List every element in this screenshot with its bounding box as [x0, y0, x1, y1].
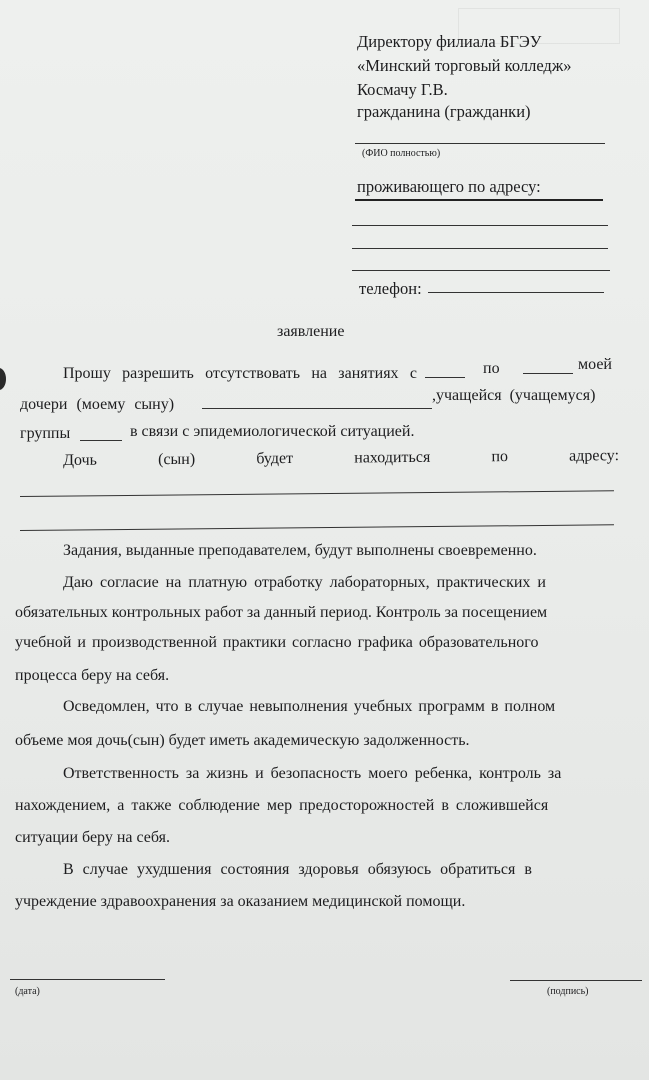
- address-line-4: [352, 270, 610, 271]
- body-line-8: Ответственность за жизнь и безопасность моего ребенка, контроль за: [63, 765, 562, 782]
- stay-address-line-1: [20, 490, 614, 497]
- date-to-blank: [523, 373, 573, 374]
- address-label: проживающего по адресу:: [357, 177, 541, 196]
- paragraph-1-line-1: [63, 365, 417, 383]
- address-underline: [355, 199, 603, 201]
- date-from-blank: [425, 377, 465, 378]
- signature-line: [510, 980, 642, 981]
- date-label: (дата): [15, 986, 40, 997]
- word-moey: моей: [578, 356, 612, 373]
- body-line-10: ситуации беру на себя.: [15, 829, 171, 846]
- sender-label: гражданина (гражданки): [357, 102, 531, 121]
- addressee-line-2: «Минский торговый колледж»: [357, 56, 572, 75]
- word: занятиях: [338, 365, 399, 382]
- address-line-3: [352, 248, 608, 249]
- paragraph-1-line-2-start: дочери (моему сыну): [20, 396, 175, 413]
- phone-label: телефон:: [359, 279, 422, 298]
- body-line-9: нахождением, а также соблюдение мер предосторожностей в сложившейся: [15, 797, 549, 814]
- word: по: [491, 448, 509, 466]
- word: с: [409, 365, 417, 382]
- addressee-line-1: Директору филиала БГЭУ: [357, 32, 542, 51]
- addressee-line-3: Космачу Г.В.: [357, 80, 448, 99]
- word: адресу:: [569, 447, 620, 465]
- body-line-12: учреждение здравоохранения за оказанием медицинской помощи.: [15, 893, 466, 910]
- date-line: [10, 979, 165, 980]
- body-line-7: объеме моя дочь(сын) будет иметь академическую задолженность.: [15, 732, 470, 749]
- body-line-3: обязательных контрольных работ за данный период. Контроль за посещением: [15, 604, 548, 621]
- body-line-6: Осведомлен, что в случае невыполнения учебных программ в полном: [63, 698, 556, 715]
- fio-line: [355, 143, 605, 144]
- body-line-5: процесса беру на себя.: [15, 667, 170, 684]
- student-name-blank: [202, 408, 432, 409]
- phone-line: [428, 292, 604, 293]
- group-label: группы: [20, 425, 71, 442]
- paragraph-1-line-2-end: ,учащейся (учащемуся): [432, 387, 596, 404]
- word-po: по: [483, 360, 500, 377]
- word: на: [311, 365, 328, 382]
- group-blank: [80, 440, 122, 441]
- word: находиться: [354, 448, 431, 467]
- stay-address-line-2: [20, 524, 614, 531]
- word: Дочь: [63, 451, 97, 469]
- punch-hole: [0, 368, 6, 390]
- paragraph-2-line-1: [63, 447, 619, 470]
- paragraph-1-line-3-end: в связи с эпидемиологической ситуацией.: [130, 423, 415, 440]
- address-line-2: [352, 225, 608, 226]
- word: разрешить: [122, 365, 194, 382]
- signature-label: (подпись): [547, 986, 589, 997]
- word: Прошу: [63, 365, 111, 382]
- fio-hint: (ФИО полностью): [362, 148, 441, 159]
- body-line-2: Даю согласие на платную отработку лабораторных, практических и: [63, 574, 546, 591]
- word: (сын): [157, 450, 196, 469]
- body-line-11: В случае ухудшения состояния здоровья обязуюсь обратиться в: [63, 861, 532, 878]
- body-line-4: учебной и производственной практики согласно графика образовательного: [15, 634, 539, 651]
- document-title: заявление: [277, 323, 345, 340]
- word: будет: [256, 449, 294, 468]
- word: отсутствовать: [205, 365, 301, 382]
- body-line-1: Задания, выданные преподавателем, будут выполнены своевременно.: [63, 542, 537, 559]
